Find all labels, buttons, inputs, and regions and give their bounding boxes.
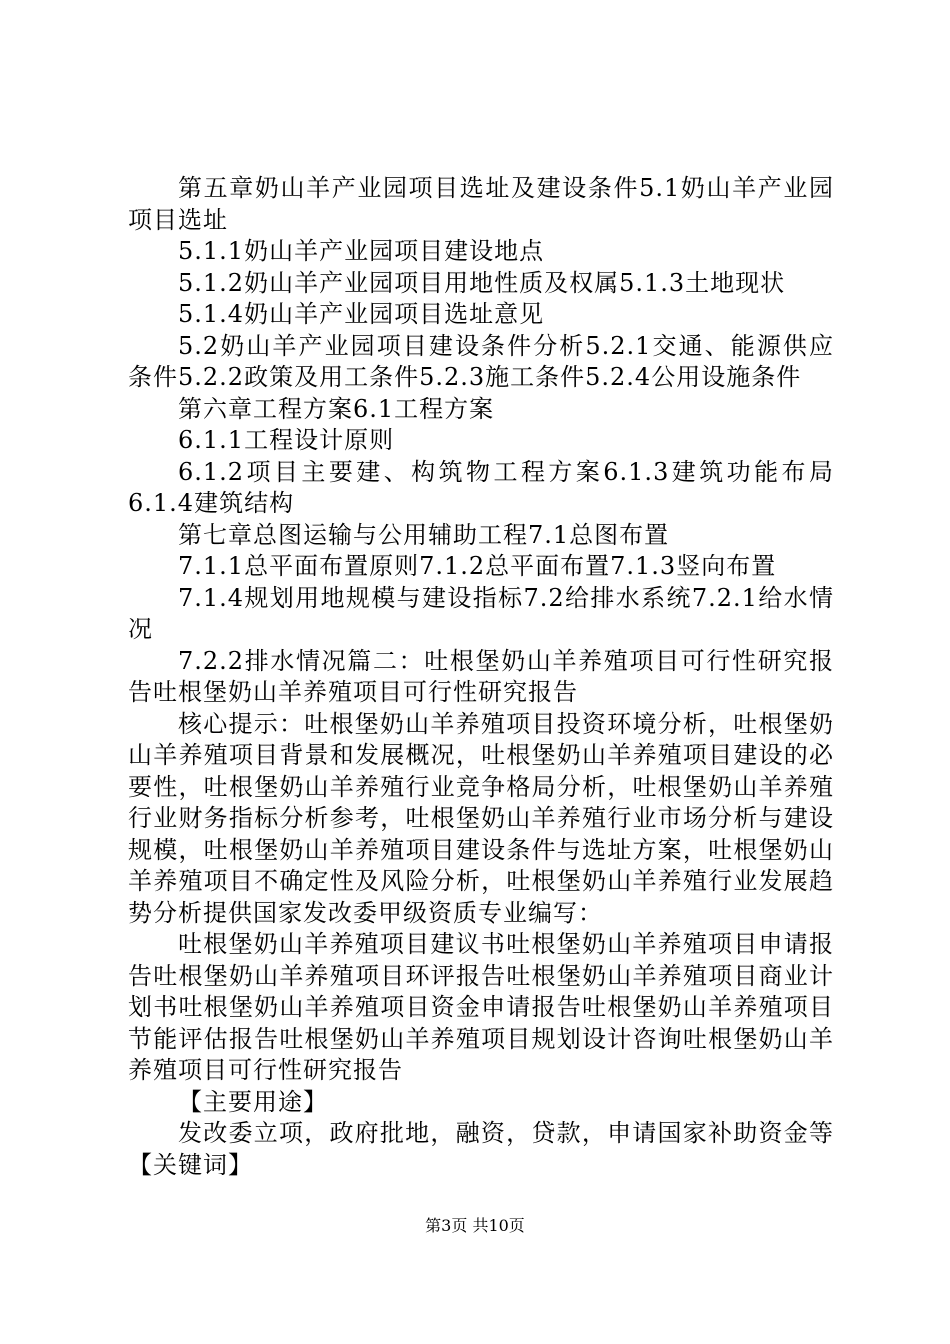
paragraph-chapter6-heading: 第六章工程方案6.1工程方案 [178, 394, 495, 423]
paragraph-core-hint: 核心提示：吐根堡奶山羊养殖项目投资环境分析，吐根堡奶山羊养殖项目背景和发展概况，吐根堡奶山羊养殖项目建设的必要性，吐根堡奶山羊养殖行业竞争格局分析，吐根堡奶山羊养殖行业财务指标分析参考，吐根堡奶山羊养殖行业市场分析与建设规模，吐根堡奶山羊养殖项目建设条件与选址方案，吐根堡奶山羊养殖项目不确定性及风险分析，吐根堡奶山羊养殖行业发展趋势分析提供国家发改委甲级资质专业编写： [128, 709, 834, 927]
paragraph-chapter7-heading: 第七章总图运输与公用辅助工程7.1总图布置 [178, 520, 670, 549]
page-number-footer: 第3页 共10页 [425, 1216, 525, 1235]
paragraph-main-use-heading: 【主要用途】 [178, 1087, 328, 1116]
paragraph-5-1-4: 5.1.4奶山羊产业园项目选址意见 [178, 300, 545, 328]
paragraph-7-1-1: 7.1.1总平面布置原则7.1.2总平面布置7.1.3竖向布置 [178, 552, 777, 580]
paragraph-7-1-4: 7.1.4规划用地规模与建设指标7.2给排水系统7.2.1给水情况 [128, 583, 834, 643]
document-body [128, 173, 834, 1181]
paragraph-main-use: 发改委立项，政府批地，融资，贷款，申请国家补助资金等【关键词】 [128, 1119, 834, 1179]
paragraph-report-list: 吐根堡奶山羊养殖项目建议书吐根堡奶山羊养殖项目申请报告吐根堡奶山羊养殖项目环评报告吐根堡奶山羊养殖项目商业计划书吐根堡奶山羊养殖项目资金申请报告吐根堡奶山羊养殖项目节能评估报告吐根堡奶山羊养殖项目规划设计咨询吐根堡奶山羊养殖项目可行性研究报告 [128, 930, 834, 1084]
paragraph-6-1-2: 6.1.2项目主要建、构筑物工程方案6.1.3建筑功能布局6.1.4建筑结构 [128, 457, 834, 517]
paragraph-5-1-2: 5.1.2奶山羊产业园项目用地性质及权属5.1.3土地现状 [178, 268, 786, 297]
paragraph-5-1-1: 5.1.1奶山羊产业园项目建设地点 [178, 237, 545, 265]
paragraph-chapter5-heading: 第五章奶山羊产业园项目选址及建设条件5.1奶山羊产业园项目选址 [128, 174, 834, 234]
paragraph-6-1-1: 6.1.1工程设计原则 [178, 426, 395, 454]
paragraph-7-2-2: 7.2.2排水情况篇二：吐根堡奶山羊养殖项目可行性研究报告吐根堡奶山羊养殖项目可行性研究报告 [128, 646, 834, 706]
paragraph-5-2: 5.2奶山羊产业园项目建设条件分析5.2.1交通、能源供应条件5.2.2政策及用工条件5.2.3施工条件5.2.4公用设施条件 [128, 331, 834, 391]
